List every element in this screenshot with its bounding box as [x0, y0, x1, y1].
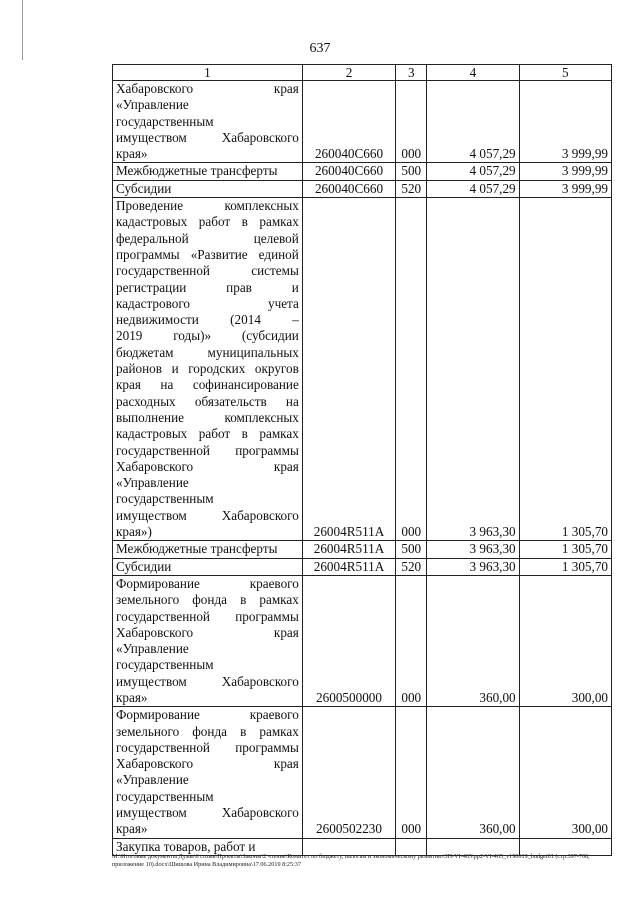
table-row	[113, 163, 612, 180]
row-value-2018-cell: 4 057,29	[427, 180, 519, 197]
row-value-2019-cell: 1 305,70	[519, 541, 611, 558]
row-name-line: кадастровых работ в рамках	[116, 214, 299, 230]
row-type-cell: 000	[396, 81, 427, 163]
row-name-line: государственным	[116, 788, 214, 804]
header-col-4: 4	[427, 65, 519, 81]
row-value-2019-cell: 1 305,70	[519, 198, 611, 541]
row-name-line: Межбюджетные трансферты	[116, 541, 278, 557]
header-col-2: 2	[302, 65, 395, 81]
row-name-line: регистрации прав и	[116, 279, 299, 295]
row-value-2019-cell: 3 999,99	[519, 163, 611, 180]
row-name-line: края»	[116, 689, 148, 705]
row-name-line: имуществом Хабаровского	[116, 673, 299, 689]
row-name-line: края»	[116, 821, 148, 837]
header-col-3: 3	[396, 65, 427, 81]
row-name-line: государственным	[116, 491, 214, 507]
row-value-2018-cell: 360,00	[427, 575, 519, 706]
row-name-line: Субсидии	[116, 558, 172, 574]
row-name-line: районов и городских округов	[116, 361, 299, 377]
row-code-cell: 260040С660	[302, 81, 395, 163]
row-code-cell: 260040С660	[302, 163, 395, 180]
row-code-cell: 26004R511A	[302, 541, 395, 558]
row-name-line: Хабаровского края	[116, 756, 299, 772]
row-name-line: государственным	[116, 657, 214, 673]
row-name-cell	[113, 163, 303, 180]
row-value-2019-cell: 300,00	[519, 575, 611, 706]
row-type-cell: 500	[396, 541, 427, 558]
row-code-cell: 2600502230	[302, 707, 395, 838]
row-type-cell: 000	[396, 575, 427, 706]
row-name-line: 2019 годы)» (субсидии	[116, 328, 299, 344]
row-name-line: Хабаровского края	[116, 81, 299, 96]
row-value-2018-cell: 3 963,30	[427, 198, 519, 541]
row-name-line: расходных обязательств на	[116, 393, 299, 409]
row-name-cell	[113, 541, 303, 558]
page-number: 637	[309, 41, 331, 56]
row-value-2019-cell: 3 999,99	[519, 81, 611, 163]
table-row	[113, 558, 612, 575]
row-name-cell	[113, 81, 303, 163]
row-name-cell	[113, 558, 303, 575]
row-name-line: имуществом Хабаровского	[116, 507, 299, 523]
document-path-footer: M:\Итоговые документы Думы\6 созыв\Проекты\Законы\2 чтение\Комитет по бюджету, налогам и экономическому развитию\ЗП-VI-465\рр2-VI-465_v190619_budget01 (стр.397-708, приложение 10).docx\Шишова Ирина Владимировна\17.06.2019 8:25:37	[112, 853, 590, 868]
row-name-line: края»)	[116, 524, 152, 540]
row-name-line: Межбюджетные трансферты	[116, 163, 278, 179]
table-body	[113, 81, 612, 856]
row-name-line: кадастрового учета	[116, 295, 299, 311]
row-type-cell: 520	[396, 180, 427, 197]
row-type-cell: 500	[396, 163, 427, 180]
row-value-2019-cell: 300,00	[519, 707, 611, 838]
row-code-cell: 26004R511A	[302, 198, 395, 541]
row-name-line: программы «Развитие единой	[116, 246, 299, 262]
table-header-row	[113, 65, 612, 81]
row-name-line: кадастровых работ в рамках	[116, 426, 299, 442]
row-value-2018-cell: 3 963,30	[427, 541, 519, 558]
row-type-cell: 000	[396, 198, 427, 541]
row-name-line: государственным	[116, 113, 214, 129]
row-code-cell: 26004R511A	[302, 558, 395, 575]
row-name-line: «Управление	[116, 475, 189, 491]
row-name-cell	[113, 575, 303, 706]
table-row	[113, 198, 612, 541]
row-name-line: имуществом Хабаровского	[116, 129, 299, 145]
row-name-cell	[113, 707, 303, 838]
row-name-cell	[113, 198, 303, 541]
row-name-line: государственной программы	[116, 739, 299, 755]
row-name-line: недвижимости (2014 –	[116, 312, 299, 328]
row-name-line: выполнение комплексных	[116, 409, 299, 425]
row-name-line: Проведение комплексных	[116, 198, 299, 214]
row-name-line: федеральной целевой	[116, 230, 299, 246]
row-name-line: Субсидии	[116, 180, 172, 196]
table-row	[113, 575, 612, 706]
row-value-2019-cell: 1 305,70	[519, 558, 611, 575]
row-code-cell: 2600500000	[302, 575, 395, 706]
row-name-line: «Управление	[116, 772, 189, 788]
row-name-line: бюджетам муниципальных	[116, 344, 299, 360]
table-row	[113, 180, 612, 197]
row-name-line: Формирование краевого	[116, 575, 299, 591]
row-name-line: Формирование краевого	[116, 707, 299, 723]
row-name-line: Хабаровского края	[116, 624, 299, 640]
row-name-line: государственной программы	[116, 608, 299, 624]
row-value-2018-cell: 360,00	[427, 707, 519, 838]
row-name-cell	[113, 180, 303, 197]
row-name-line: земельного фонда в рамках	[116, 723, 299, 739]
table-row	[113, 541, 612, 558]
row-name-line: имуществом Хабаровского	[116, 805, 299, 821]
budget-table	[112, 64, 612, 856]
row-value-2018-cell: 3 963,30	[427, 558, 519, 575]
row-type-cell: 520	[396, 558, 427, 575]
header-col-1: 1	[113, 65, 303, 81]
row-name-line: края»	[116, 146, 148, 162]
row-name-line: государственной системы	[116, 263, 299, 279]
row-name-line: «Управление	[116, 641, 189, 657]
table-row	[113, 81, 612, 163]
row-name-line: земельного фонда в рамках	[116, 592, 299, 608]
row-code-cell: 260040С660	[302, 180, 395, 197]
row-name-line: края на софинансирование	[116, 377, 299, 393]
row-value-2018-cell: 4 057,29	[427, 81, 519, 163]
row-name-line: государственной программы	[116, 442, 299, 458]
table-row	[113, 707, 612, 838]
row-value-2019-cell: 3 999,99	[519, 180, 611, 197]
row-type-cell: 000	[396, 707, 427, 838]
row-name-line: «Управление	[116, 97, 189, 113]
header-col-5: 5	[519, 65, 611, 81]
row-name-line: Закупка товаров, работ и	[116, 838, 256, 854]
row-name-line: Хабаровского края	[116, 458, 299, 474]
row-value-2018-cell: 4 057,29	[427, 163, 519, 180]
